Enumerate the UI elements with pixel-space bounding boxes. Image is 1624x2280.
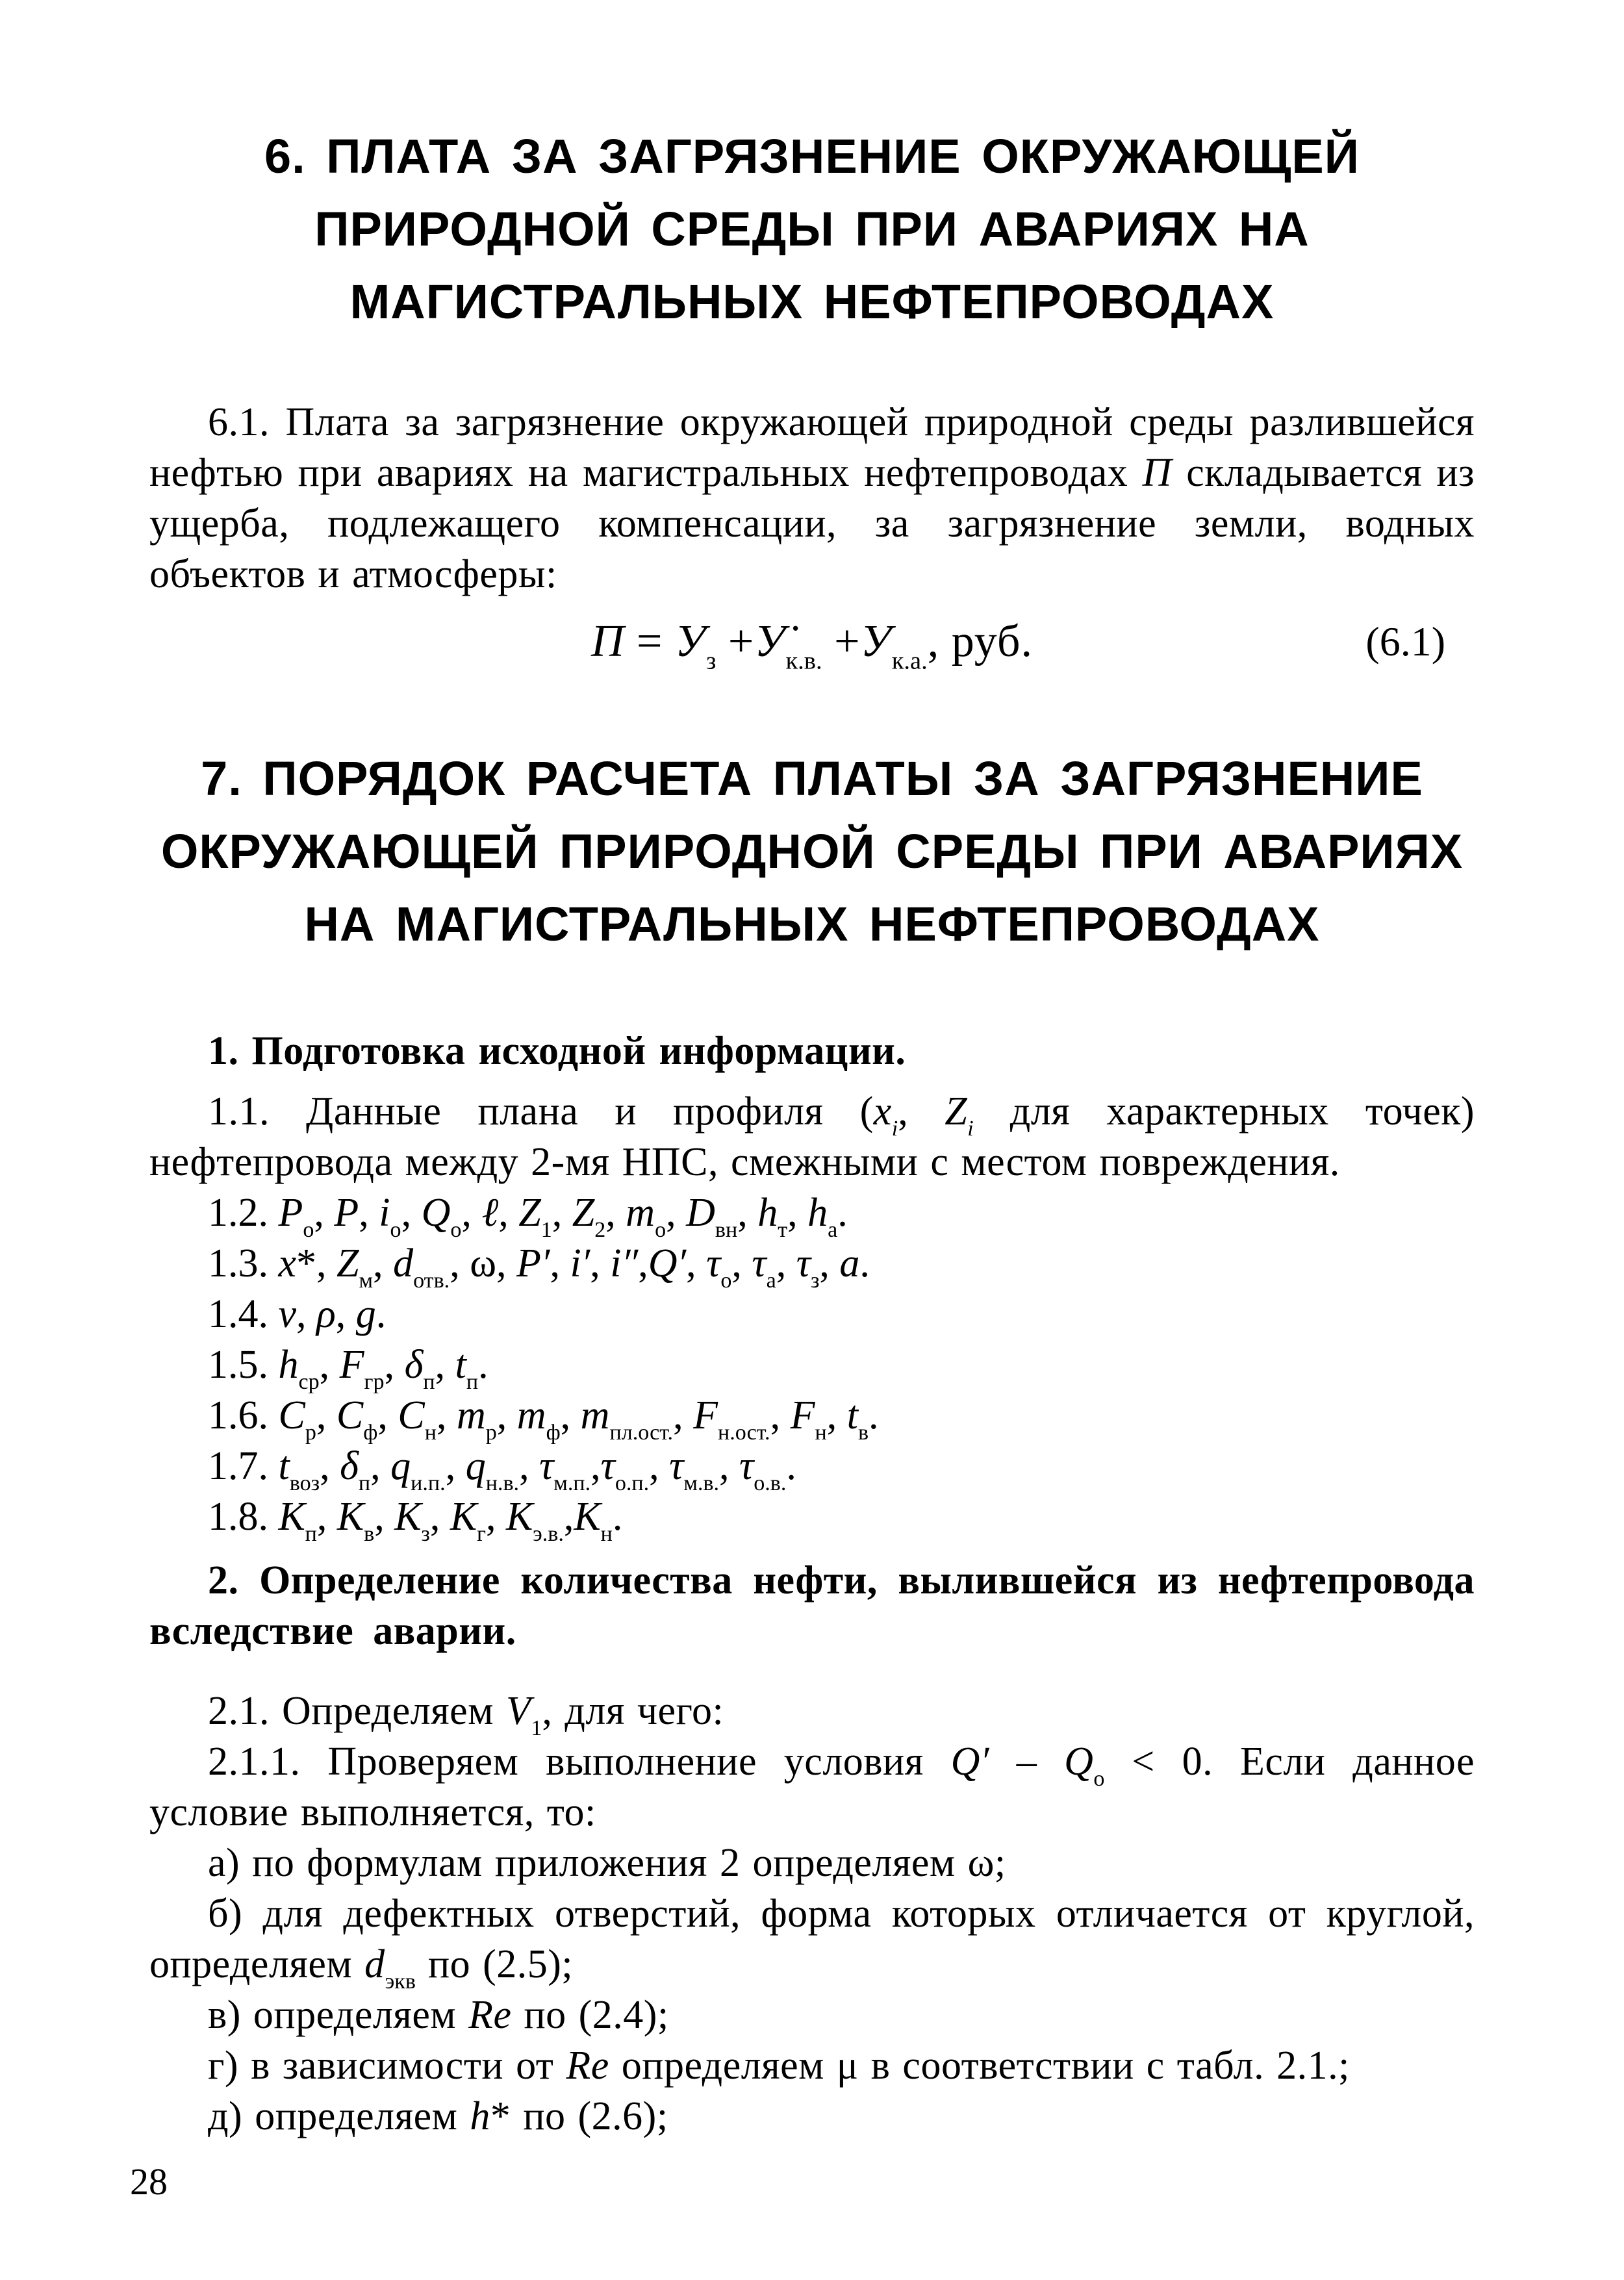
para-6-1: 6.1. Плата за загрязнение окружающей природной среды разлившейся нефтью при авариях на магистральных нефтепроводах П складывается из ущерба, подлежащего компенсации, за загрязнение земли, водных объектов и атмосферы: <box>149 400 1475 596</box>
section-6-heading-line-2: ПРИРОДНОЙ СРЕДЫ ПРИ АВАРИЯХ НА <box>314 202 1310 256</box>
formula-6-1-expression: $П = У_з$ $+У̇_{к.в.} +У_{к.а.}$, руб. <box>590 616 1034 675</box>
section-6-heading <box>149 120 1475 338</box>
step-v: в) определяем Re по (2.4); <box>208 1993 669 2037</box>
step-g: г) в зависимости от Re определяем μ в соответствии с табл. 2.1.; <box>208 2044 1350 2088</box>
item-1-6: 1.6. $C_р$, $C_ф$, $C_н$, $m_р$, $m_ф$, $m_{пл.ост.}$, $F_{н.ост.}$, $F_н$, $t_в$. <box>208 1393 879 1445</box>
subsection-2-title: 2. Определение количества нефти, вылившейся из нефтепровода вследствие аварии. <box>149 1558 1475 1653</box>
section-6-heading-line-1: 6. ПЛАТА ЗА ЗАГРЯЗНЕНИЕ ОКРУЖАЮЩЕЙ <box>264 129 1360 183</box>
item-1-2: 1.2. $P_о$, P, $i_о$, $Q_о$, ℓ, $Z_1$, $Z_2$, $m_о$, $D_{вн}$, $h_т$, $h_а$. <box>208 1191 848 1243</box>
formula-6-1-number: (6.1) <box>1365 618 1445 665</box>
section-7-heading-line-3: НА МАГИСТРАЛЬНЫХ НЕФТЕПРОВОДАХ <box>304 897 1320 951</box>
section-7-heading-line-1: 7. ПОРЯДОК РАСЧЕТА ПЛАТЫ ЗА ЗАГРЯЗНЕНИЕ <box>201 752 1423 805</box>
step-a: а) по формулам приложения 2 определяем ω; <box>208 1841 1006 1885</box>
formula-6-1 <box>149 613 1475 675</box>
item-1-3: 1.3. x*, $Z_м$, $d_{отв.}$, ω, P′, i′, i″,Q′, $\tau_о$, $\tau_а$, $\tau_з$, a. <box>208 1241 870 1293</box>
step-d: д) определяем h* по (2.6); <box>208 2094 668 2138</box>
section-7-heading-line-2: ОКРУЖАЮЩЕЙ ПРИРОДНОЙ СРЕДЫ ПРИ АВАРИЯХ <box>160 824 1464 878</box>
section-6-heading-line-3: МАГИСТРАЛЬНЫХ НЕФТЕПРОВОДАХ <box>349 275 1275 329</box>
item-1-8: 1.8. $К_п$, $К_в$, $К_з$, $К_г$, $К_{э.в.},К_н$. <box>208 1495 623 1547</box>
step-b: б) для дефектных отверстий, форма которых отличается от круглой, определяем $d_{экв}$ по (2.5); <box>149 1892 1475 1994</box>
item-1-7: 1.7. $t_{воз}$, $\delta_п$, $q_{и.п.}$, $q_{н.в.}$, $\tau_{м.п.},\tau_{о.п.}$, $\tau_{м.в.}$, $\tau_{о.в.}$. <box>208 1444 796 1496</box>
para-1-1: 1.1. Данные плана и профиля ($x_i$, $Z_i$ для характерных точек) нефтепровода между 2-мя НПС, смежными с местом повреждения. <box>149 1089 1475 1184</box>
item-1-5: 1.5. $h_{ср}$, $F_{гр}$, $\delta_п$, $t_п$. <box>208 1343 488 1395</box>
section-7-heading <box>149 742 1475 961</box>
page-number: 28 <box>130 2160 168 2203</box>
para-2-1: 2.1. Определяем $V_1$, для чего: <box>208 1689 724 1741</box>
para-2-1-1: 2.1.1. Проверяем выполнение условия $Q' - Q_о < 0$. Если данное условие выполняется, то: <box>149 1740 1475 1834</box>
subsection-1-title: 1. Подготовка исходной информации. <box>208 1029 906 1073</box>
item-1-4: 1.4. ν, ρ, g. <box>208 1292 387 1336</box>
